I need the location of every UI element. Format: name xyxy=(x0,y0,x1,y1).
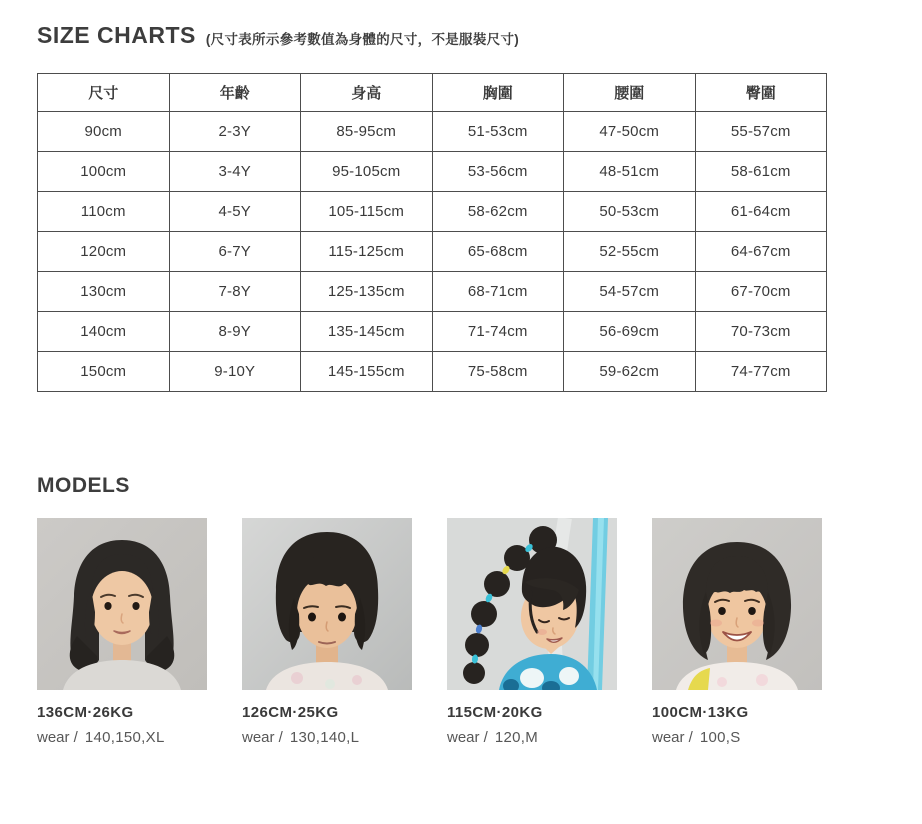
table-cell: 4-5Y xyxy=(169,192,301,232)
table-cell: 65-68cm xyxy=(432,232,564,272)
wear-value: 100,S xyxy=(699,729,741,746)
model-portrait-girl-short-bob xyxy=(652,518,822,690)
page-subtitle: (尺寸表所示參考數值為身體的尺寸，不是服裝尺寸) xyxy=(205,31,520,47)
table-row xyxy=(38,312,827,352)
wear-label: wear / xyxy=(447,729,488,746)
table-cell: 7-8Y xyxy=(169,272,301,312)
table-cell: 120cm xyxy=(38,232,170,272)
model-wear xyxy=(447,729,617,746)
model-stats: 136CM·26KG xyxy=(37,704,134,721)
model-portrait-girl-long-bob xyxy=(37,518,207,690)
model-card-3 xyxy=(447,518,617,746)
model-card-2 xyxy=(242,518,412,746)
column-header-chest: 胸圍 xyxy=(432,74,564,112)
table-cell: 61-64cm xyxy=(695,192,827,232)
table-cell: 68-71cm xyxy=(432,272,564,312)
column-header-size: 尺寸 xyxy=(38,74,170,112)
models-heading: MODELS xyxy=(37,474,130,497)
model-stats: 115CM·20KG xyxy=(447,704,543,721)
column-header-hip: 臀圍 xyxy=(695,74,827,112)
model-card-4 xyxy=(652,518,822,746)
model-stats: 126CM·25KG xyxy=(242,704,339,721)
model-photo-2 xyxy=(242,518,412,690)
model-wear xyxy=(37,729,207,746)
table-cell: 53-56cm xyxy=(432,152,564,192)
table-cell: 150cm xyxy=(38,352,170,392)
table-cell: 71-74cm xyxy=(432,312,564,352)
table-header-row xyxy=(38,74,827,112)
wear-label: wear / xyxy=(242,729,283,746)
wear-value: 120,M xyxy=(494,729,539,746)
model-portrait-girl-bubble-ponytail xyxy=(447,518,617,690)
model-stats: 100CM·13KG xyxy=(652,704,749,721)
table-cell: 145-155cm xyxy=(301,352,433,392)
table-cell: 50-53cm xyxy=(564,192,696,232)
table-body xyxy=(38,112,827,392)
page-title: SIZE CHARTS xyxy=(37,22,196,48)
table-cell: 58-61cm xyxy=(695,152,827,192)
column-header-height: 身高 xyxy=(301,74,433,112)
table-row xyxy=(38,112,827,152)
table-cell: 8-9Y xyxy=(169,312,301,352)
table-cell: 52-55cm xyxy=(564,232,696,272)
table-cell: 125-135cm xyxy=(301,272,433,312)
table-cell: 6-7Y xyxy=(169,232,301,272)
table-cell: 54-57cm xyxy=(564,272,696,312)
table-cell: 74-77cm xyxy=(695,352,827,392)
table-cell: 105-115cm xyxy=(301,192,433,232)
wear-value: 140,150,XL xyxy=(84,729,165,746)
table-cell: 90cm xyxy=(38,112,170,152)
table-cell: 59-62cm xyxy=(564,352,696,392)
table-cell: 75-58cm xyxy=(432,352,564,392)
model-card-1 xyxy=(37,518,207,746)
model-wear xyxy=(652,729,822,746)
table-row xyxy=(38,272,827,312)
table-cell: 51-53cm xyxy=(432,112,564,152)
model-wear xyxy=(242,729,412,746)
table-row xyxy=(38,192,827,232)
table-cell: 100cm xyxy=(38,152,170,192)
table-cell: 135-145cm xyxy=(301,312,433,352)
wear-value: 130,140,L xyxy=(289,729,360,746)
column-header-age: 年齡 xyxy=(169,74,301,112)
table-cell: 64-67cm xyxy=(695,232,827,272)
model-photo-4 xyxy=(652,518,822,690)
table-cell: 2-3Y xyxy=(169,112,301,152)
table-cell: 58-62cm xyxy=(432,192,564,232)
table-cell: 130cm xyxy=(38,272,170,312)
table-cell: 140cm xyxy=(38,312,170,352)
table-row xyxy=(38,352,827,392)
column-header-waist: 腰圍 xyxy=(564,74,696,112)
model-photo-1 xyxy=(37,518,207,690)
table-cell: 95-105cm xyxy=(301,152,433,192)
table-cell: 55-57cm xyxy=(695,112,827,152)
table-row xyxy=(38,152,827,192)
page-header xyxy=(37,22,519,49)
model-portrait-boy-shaggy-hair xyxy=(242,518,412,690)
model-photo-3 xyxy=(447,518,617,690)
models-row xyxy=(37,518,822,746)
table-cell: 115-125cm xyxy=(301,232,433,272)
wear-label: wear / xyxy=(37,729,78,746)
table-cell: 3-4Y xyxy=(169,152,301,192)
table-cell: 110cm xyxy=(38,192,170,232)
table-cell: 56-69cm xyxy=(564,312,696,352)
table-cell: 9-10Y xyxy=(169,352,301,392)
table-cell: 85-95cm xyxy=(301,112,433,152)
table-cell: 48-51cm xyxy=(564,152,696,192)
wear-label: wear / xyxy=(652,729,693,746)
size-chart-table xyxy=(37,73,827,392)
table-cell: 47-50cm xyxy=(564,112,696,152)
table-row xyxy=(38,232,827,272)
table-cell: 67-70cm xyxy=(695,272,827,312)
table-cell: 70-73cm xyxy=(695,312,827,352)
